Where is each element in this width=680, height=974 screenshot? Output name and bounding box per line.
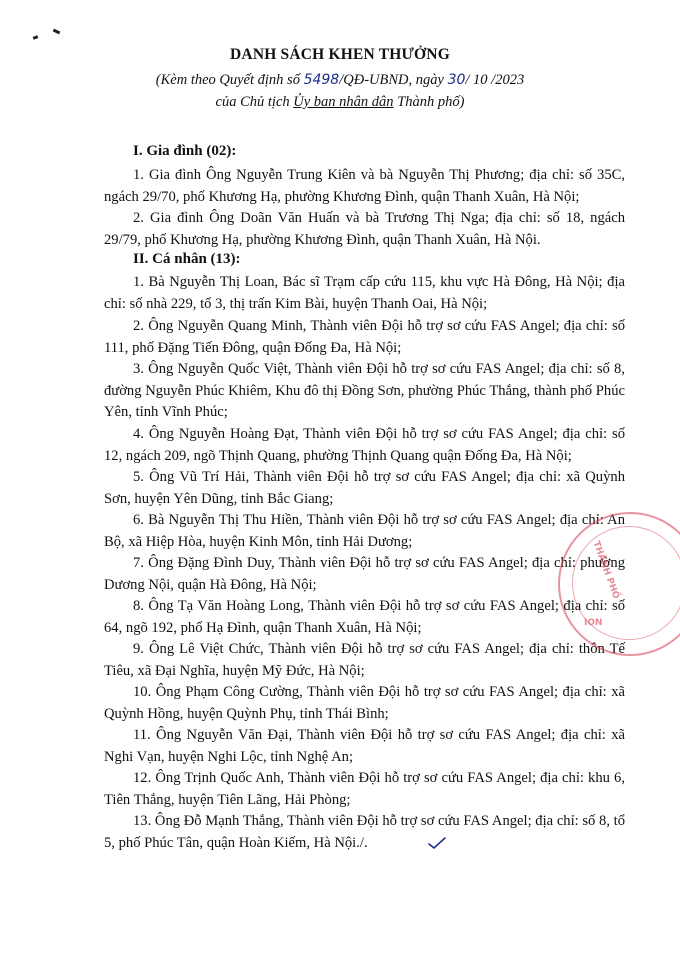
subtitle-text: của Chủ tịch	[215, 94, 294, 110]
decision-day: 30	[447, 72, 466, 88]
subtitle-text: /QĐ-UBND, ngày	[339, 72, 448, 88]
list-item: 12. Ông Trịnh Quốc Anh, Thành viên Đội hỗ trợ sơ cứu FAS Angel; địa chỉ: khu 6, Tiên Thắng, huyện Tiên Lãng, Hải Phòng;	[104, 770, 625, 808]
list-item: 3. Ông Nguyễn Quốc Việt, Thành viên Đội hỗ trợ sơ cứu FAS Angel; địa chỉ: số 8, đường Nguyễn Phúc Khiêm, Khu đô thị Đồng Sơn, phường Phúc Thắng, thành phố Phúc Yên, tỉnh Vĩnh Phúc;	[104, 361, 625, 420]
list-item: 8. Ông Tạ Văn Hoàng Long, Thành viên Đội hỗ trợ sơ cứu FAS Angel; địa chỉ: số 64, ngõ 192, phố Hạ Đình, quận Thanh Xuân, Hà Nội;	[104, 598, 625, 636]
document-title: DANH SÁCH KHEN THƯỞNG	[230, 46, 450, 63]
list-item: 5. Ông Vũ Trí Hải, Thành viên Đội hỗ trợ sơ cứu FAS Angel; địa chỉ: xã Quỳnh Sơn, huyện Yên Dũng, tỉnh Bắc Giang;	[104, 469, 625, 507]
list-item: 1. Bà Nguyễn Thị Loan, Bác sĩ Trạm cấp cứu 115, khu vực Hà Đông, Hà Nội; địa chỉ: số nhà 229, tổ 3, thị trấn Kim Bài, huyện Thanh Oai, Hà Nội;	[104, 274, 625, 312]
decision-number: 5498	[303, 72, 340, 88]
subtitle-underlined: Ủy ban nhân dân	[293, 94, 394, 110]
list-item: 2. Ông Nguyễn Quang Minh, Thành viên Đội hỗ trợ sơ cứu FAS Angel; địa chỉ: số 111, phố Đặng Tiến Đông, quận Đống Đa, Hà Nội;	[104, 318, 625, 356]
list-item: 6. Bà Nguyễn Thị Thu Hiền, Thành viên Đội hỗ trợ sơ cứu FAS Angel; địa chỉ: An Bộ, xã Hiệp Hòa, huyện Kinh Môn, tỉnh Hải Dương;	[104, 512, 625, 550]
seal-text: ION	[584, 618, 603, 628]
seal-text: THÀNH PHỐ	[590, 540, 621, 601]
list-item: 10. Ông Phạm Công Cường, Thành viên Đội hỗ trợ sơ cứu FAS Angel; địa chỉ: xã Quỳnh Hồng, huyện Quỳnh Phụ, tỉnh Thái Bình;	[104, 684, 625, 722]
section-heading-family: I. Gia đình (02):	[133, 143, 237, 159]
document-subtitle-line1	[0, 72, 680, 89]
section-heading-individual: II. Cá nhân (13):	[133, 251, 241, 267]
list-item: 2. Gia đình Ông Doãn Văn Huấn và bà Trương Thị Nga; địa chỉ: số 18, ngách 29/79, phố Khương Hạ, phường Khương Đình, quận Thanh Xuân, Hà Nội.	[104, 210, 625, 248]
list-item: 13. Ông Đỗ Mạnh Thắng, Thành viên Đội hỗ trợ sơ cứu FAS Angel; địa chỉ: số 8, tổ 5, phố Phúc Tân, quận Hoàn Kiếm, Hà Nội./.	[104, 813, 625, 851]
checkmark-icon	[428, 836, 446, 850]
subtitle-text: Thành phố)	[393, 94, 465, 110]
subtitle-text: / 10 /2023	[465, 72, 525, 88]
list-item: 9. Ông Lê Việt Chức, Thành viên Đội hỗ trợ sơ cứu FAS Angel; địa chỉ: thôn Tế Tiêu, xã Đại Nghĩa, huyện Mỹ Đức, Hà Nội;	[104, 641, 625, 679]
list-item: 11. Ông Nguyễn Văn Đại, Thành viên Đội hỗ trợ sơ cứu FAS Angel; địa chỉ: xã Nghi Vạn, huyện Nghi Lộc, tỉnh Nghệ An;	[104, 727, 625, 765]
list-item: 4. Ông Nguyễn Hoàng Đạt, Thành viên Đội hỗ trợ sơ cứu FAS Angel; địa chỉ: số 12, ngách 209, ngõ Thịnh Quang, phường Thịnh Quang quận Đống Đa, Hà Nội;	[104, 426, 625, 464]
ink-mark	[53, 29, 61, 35]
ink-mark	[33, 35, 39, 40]
subtitle-text: (Kèm theo Quyết định số	[155, 72, 304, 88]
list-item: 7. Ông Đặng Đình Duy, Thành viên Đội hỗ trợ sơ cứu FAS Angel; địa chỉ: phường Dương Nội, quận Hà Đông, Hà Nội;	[104, 555, 625, 593]
document-subtitle-line2	[0, 94, 680, 111]
list-item: 1. Gia đình Ông Nguyễn Trung Kiên và bà Nguyễn Thị Phương; địa chỉ: số 35C, ngách 29/70, phố Khương Hạ, phường Khương Đình, quận Thanh Xuân, Hà Nội;	[104, 167, 625, 205]
